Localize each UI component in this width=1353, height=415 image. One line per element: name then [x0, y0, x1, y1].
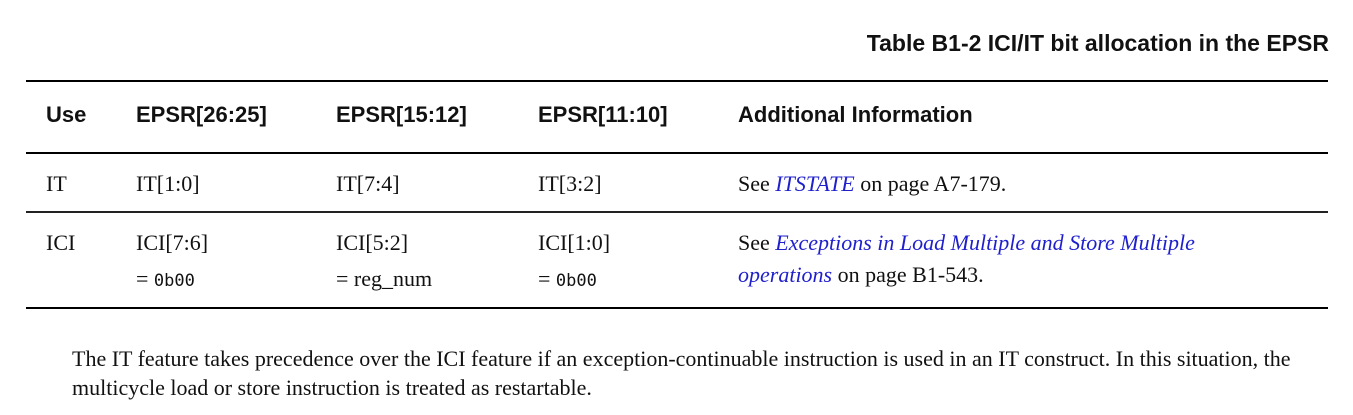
row-ici-info-prefix: See [738, 230, 776, 255]
header-additional-information: Additional Information [738, 102, 973, 127]
exceptions-link-continued[interactable]: operations [738, 262, 833, 287]
row-ici-epsr-15-12-value: = reg_num [336, 266, 433, 291]
header-epsr-15-12: EPSR[15:12] [336, 102, 467, 127]
header-bottom-rule [26, 152, 1328, 154]
binary-value: 0b00 [555, 271, 597, 291]
header-epsr-26-25: EPSR[26:25] [136, 102, 267, 127]
row-it-info-suffix: on page A7-179. [854, 171, 1007, 196]
equals-sign: = [538, 266, 556, 291]
row-ici-epsr-11-10: ICI[1:0] [538, 230, 611, 255]
row-ici-info-suffix: on page B1-543. [832, 262, 984, 287]
row-ici-info-line2 [738, 262, 984, 288]
row-it-epsr-15-12: IT[7:4] [336, 171, 400, 196]
body-paragraph: The IT feature takes precedence over the ICI feature if an exception-continuable instruction is used in an IT construct. In this situation, the multicycle load or store instruction is treated as restartable. [72, 346, 1291, 400]
row-ici-epsr-26-25: ICI[7:6] [136, 230, 209, 255]
header-epsr-11-10: EPSR[11:10] [538, 102, 668, 127]
row-ici-use: ICI [46, 230, 76, 255]
row-it-epsr-26-25: IT[1:0] [136, 171, 200, 196]
row-ici-epsr-15-12: ICI[5:2] [336, 230, 409, 255]
itstate-link[interactable]: ITSTATE [775, 171, 855, 196]
row-it-info [738, 171, 1006, 197]
table-bottom-rule [26, 307, 1328, 309]
table-caption: Table B1-2 ICI/IT bit allocation in the EPSR [866, 30, 1329, 56]
row-it-use: IT [46, 171, 67, 196]
header-use: Use [46, 102, 87, 127]
row-ici-epsr-11-10-value [538, 266, 597, 292]
row-it-info-prefix: See [738, 171, 776, 196]
binary-value: 0b00 [153, 271, 195, 291]
row-ici-info-line1 [738, 230, 1195, 256]
row-ici-epsr-26-25-value [136, 266, 195, 292]
row-divider [26, 211, 1328, 213]
table-top-rule [26, 80, 1328, 82]
equals-sign: = [136, 266, 154, 291]
exceptions-link[interactable]: Exceptions in Load Multiple and Store Multiple [775, 230, 1195, 255]
row-it-epsr-11-10: IT[3:2] [538, 171, 602, 196]
